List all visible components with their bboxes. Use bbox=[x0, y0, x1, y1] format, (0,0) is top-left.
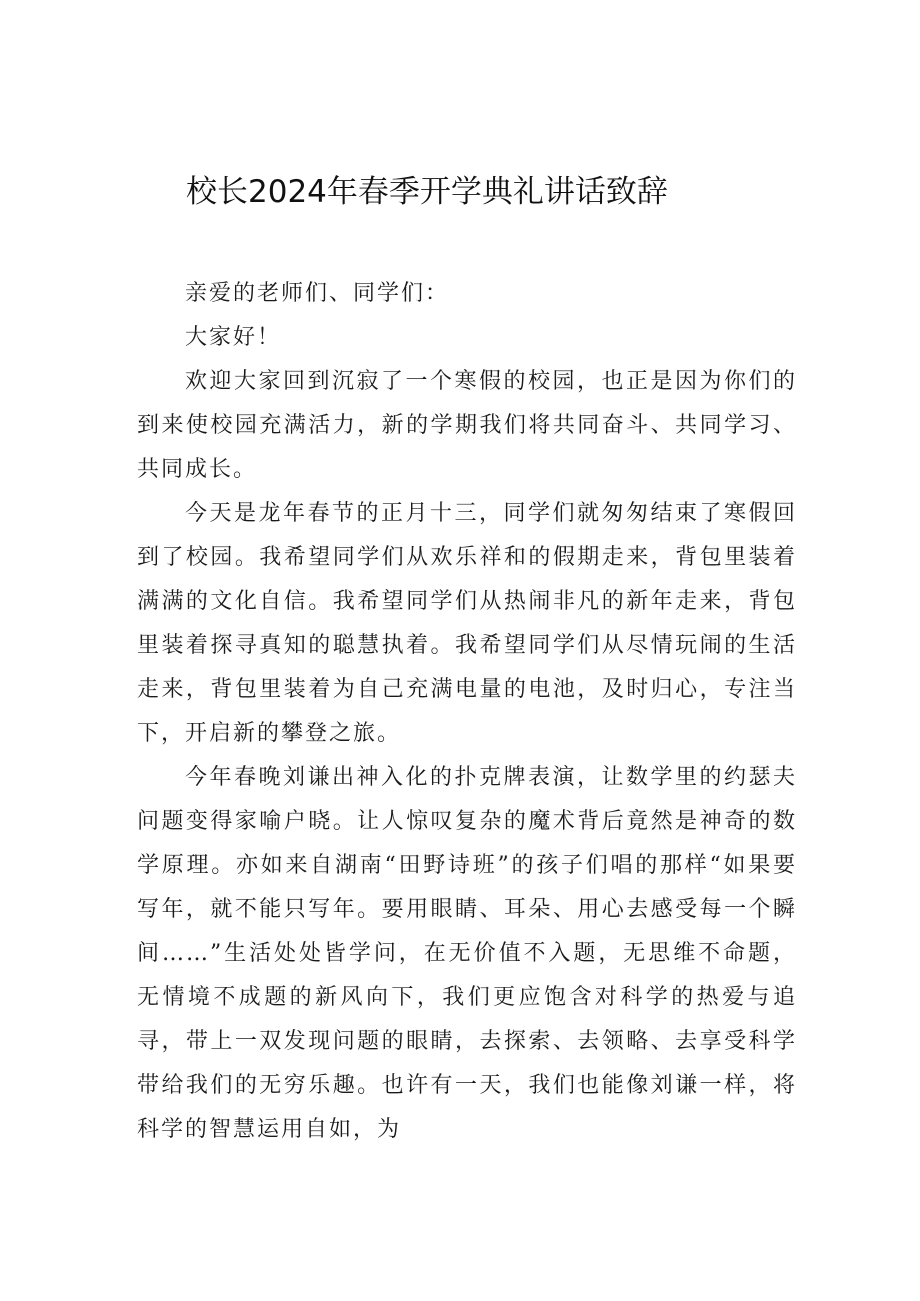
document-body bbox=[137, 272, 797, 1152]
paragraph-new-year: 今天是龙年春节的正月十三，同学们就匆匆结束了寒假回到了校园。我希望同学们从欢乐祥和的假期走来，背包里装着满满的文化自信。我希望同学们从热闹非凡的新年走来，背包里装着探寻真知的聪慧执着。我希望同学们从尽情玩闹的生活走来，背包里装着为自己充满电量的电池，及时归心，专注当下，开启新的攀登之旅。 bbox=[137, 501, 797, 746]
greeting: 大家好！ bbox=[185, 325, 282, 350]
salutation: 亲爱的老师们、同学们： bbox=[185, 281, 450, 306]
document-title: 校长2024年春季开学典礼讲话致辞 bbox=[186, 174, 668, 210]
paragraph-welcome: 欢迎大家回到沉寂了一个寒假的校园，也正是因为你们的到来使校园充满活力，新的学期我们将共同奋斗、共同学习、共同成长。 bbox=[137, 369, 797, 482]
paragraph-science: 今年春晚刘谦出神入化的扑克牌表演，让数学里的约瑟夫问题变得家喻户晓。让人惊叹复杂的魔术背后竟然是神奇的数学原理。亦如来自湖南“田野诗班”的孩子们唱的那样“如果要写年，就不能只写年。要用眼睛、耳朵、用心去感受每一个瞬间……”生活处处皆学问，在无价值不入题，无思维不命题，无情境不成题的新风向下，我们更应饱含对科学的热爱与追寻，带上一双发现问题的眼睛，去探索、去领略、去享受科学带给我们的无穷乐趣。也许有一天，我们也能像刘谦一样，将科学的智慧运用自如，为 bbox=[137, 765, 797, 1142]
